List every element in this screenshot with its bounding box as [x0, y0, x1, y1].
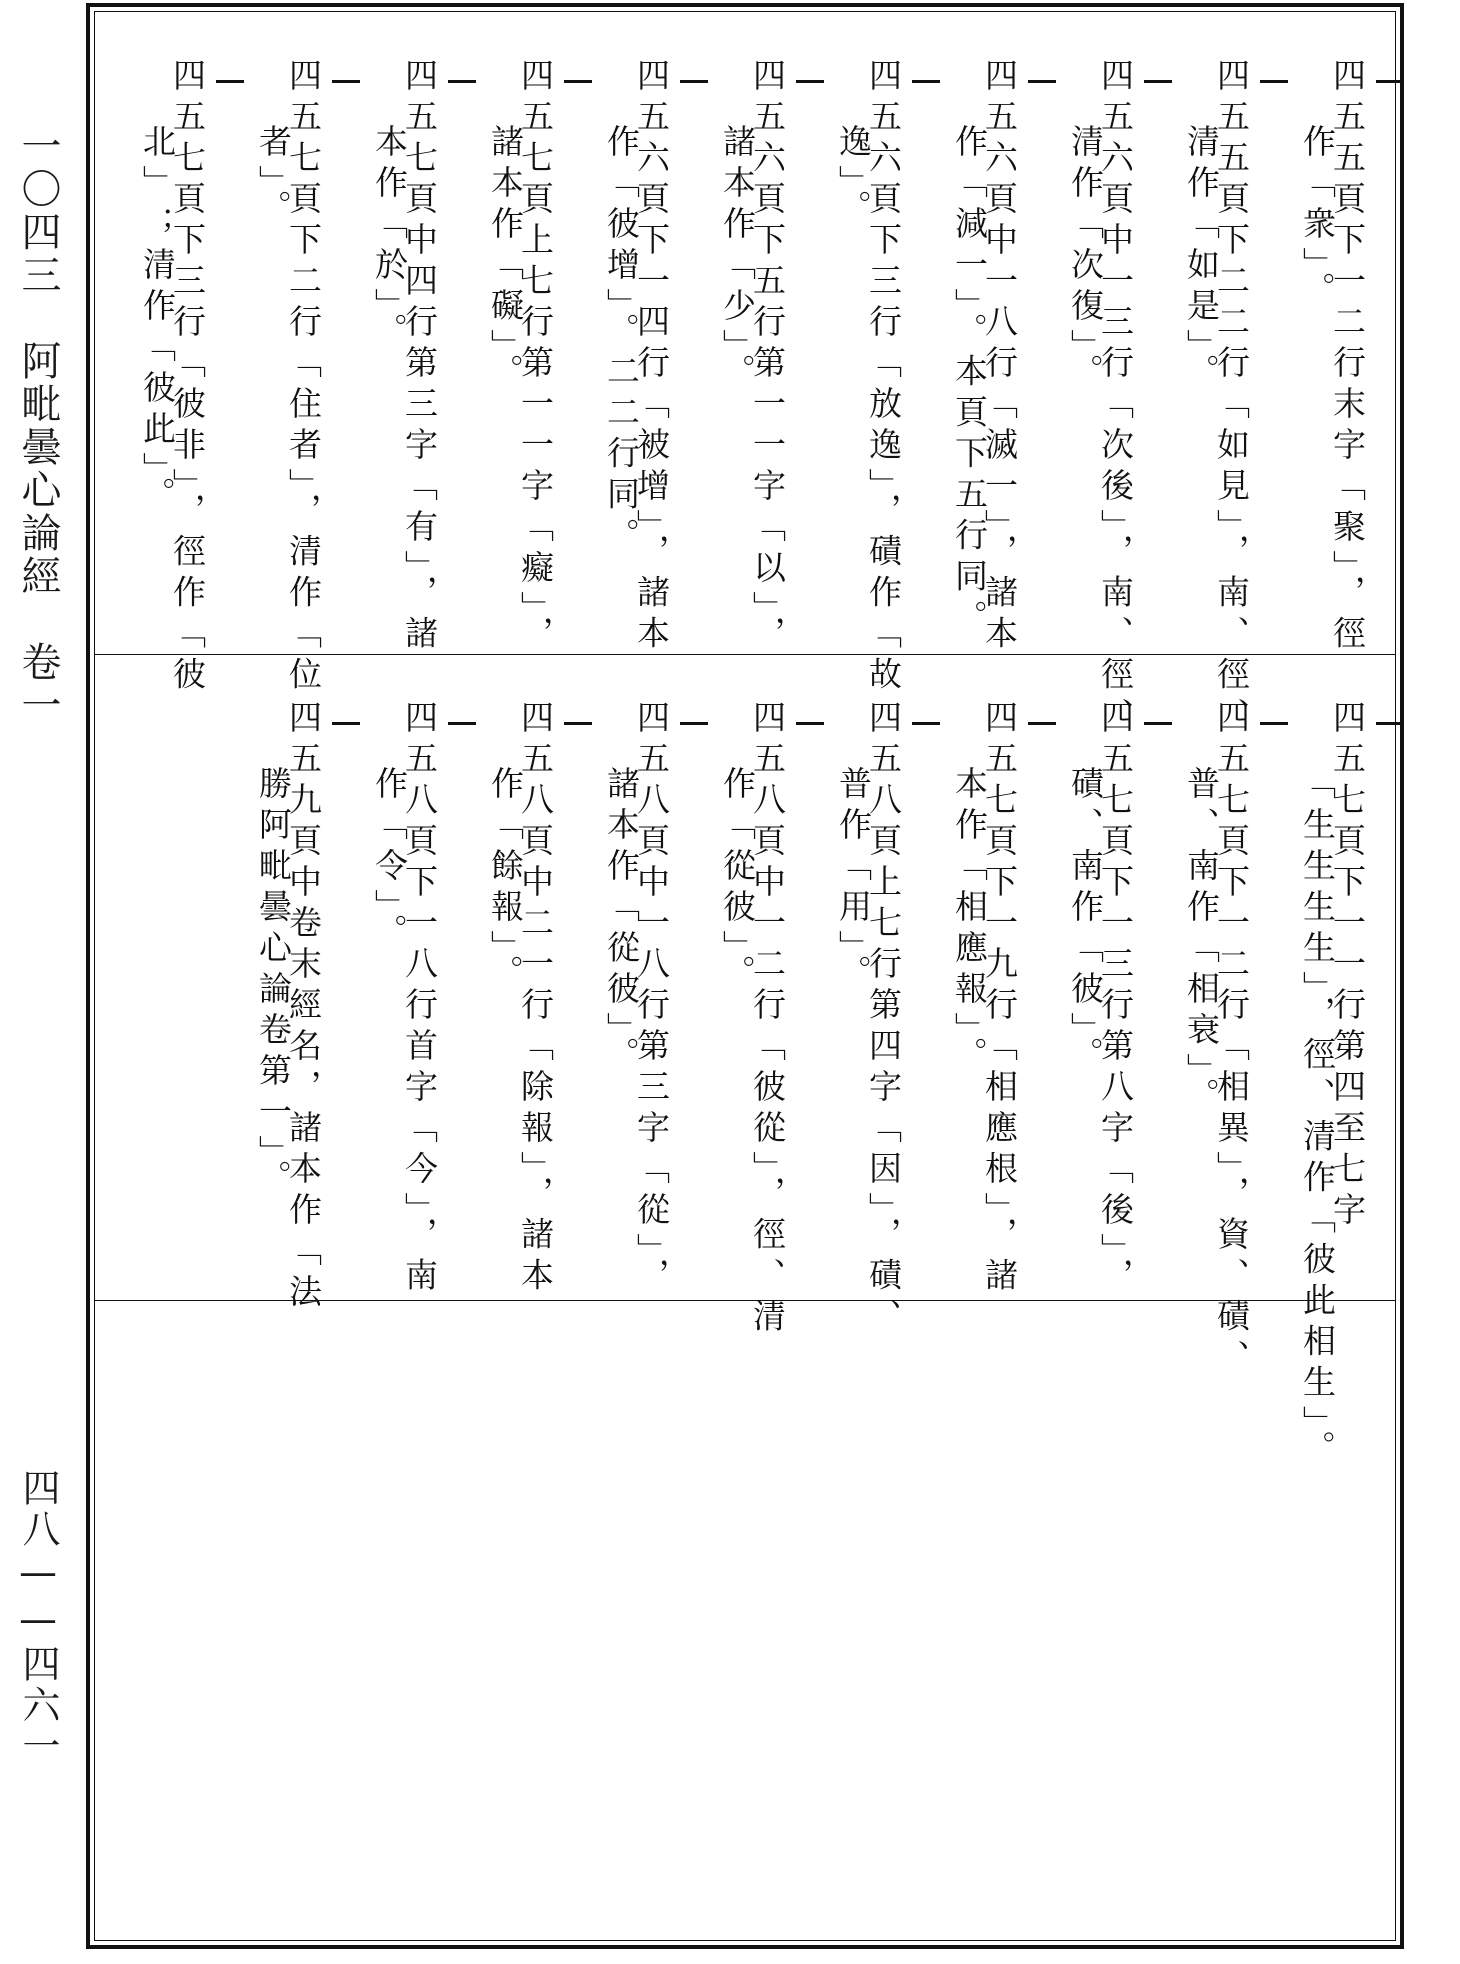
entry-marker — [680, 700, 708, 766]
entry-marker — [564, 58, 592, 124]
entry-text: 四五六頁下一四行「被增」，諸本 — [632, 58, 671, 657]
entry-marker — [912, 58, 940, 124]
text-column: 清作「次復」。 — [1066, 124, 1105, 395]
text-column — [980, 700, 1056, 1299]
entry-marker — [564, 700, 592, 766]
entry-marker — [1376, 700, 1404, 766]
entry-text: 四五八頁中一二行「彼從」，徑、清 — [748, 700, 787, 1340]
text-column: 作「從彼」。 — [718, 766, 757, 996]
entry-marker — [1260, 700, 1288, 766]
entry-text: 四五八頁中二一行「除報」，諸本 — [516, 700, 555, 1299]
entry-marker — [1144, 58, 1172, 124]
entry-text: 四五七頁下一九行「相應根」，諸 — [980, 700, 1019, 1299]
text-column — [284, 700, 360, 1315]
text-column: 逸」。 — [834, 124, 873, 231]
text-column: 作「令」。 — [370, 766, 409, 955]
text-column — [748, 58, 824, 657]
entry-marker — [796, 700, 824, 766]
text-column: 北」；清作「彼此」。 — [138, 124, 177, 518]
entry-marker — [332, 700, 360, 766]
entry-text: 四五七頁下一三行第八字「後」， — [1096, 700, 1135, 1299]
entry-text: 四五六頁中一八行「滅一」，諸本 — [980, 58, 1019, 657]
text-column — [1328, 58, 1404, 657]
entry-text: 四五九頁中卷末經名，諸本作「法 — [284, 700, 323, 1315]
text-column: 作「彼增」。二二行同。 — [602, 124, 641, 559]
text-column — [284, 58, 360, 698]
text-column — [168, 58, 244, 698]
margin-book-title: 一〇四三 阿毗曇心論經 卷一 — [15, 125, 61, 727]
entry-marker — [796, 58, 824, 124]
text-column — [748, 700, 824, 1340]
text-column: 勝阿毗曇心論卷第一」。 — [254, 766, 293, 1201]
entry-text: 四五六頁下五行第一一字「以」， — [748, 58, 787, 657]
text-column: 諸本作「礙」。 — [486, 124, 525, 395]
entry-marker — [912, 700, 940, 766]
entry-text: 四五七頁中四行第三字「有」，諸 — [400, 58, 439, 657]
text-column: 作「餘報」。 — [486, 766, 525, 996]
text-column: 清作「如是」。 — [1182, 124, 1221, 395]
entry-marker — [216, 58, 244, 124]
entry-marker — [1028, 58, 1056, 124]
text-column: 者」。 — [254, 124, 293, 231]
entry-marker — [448, 58, 476, 124]
entry-text: 四五六頁中一三行「次後」，南、徑、 — [1096, 58, 1135, 739]
text-column: 作「減一」。本頁下五行同。 — [950, 124, 989, 641]
entry-text: 四五七頁下一一行第四至七字 — [1328, 700, 1367, 1233]
text-column — [632, 700, 708, 1299]
entry-marker — [680, 58, 708, 124]
margin-page-numbers: 四八——四六一 — [16, 1468, 60, 1767]
entry-marker — [1028, 700, 1056, 766]
text-column — [864, 58, 940, 698]
entry-text: 四五八頁下一八行首字「今」，南 — [400, 700, 439, 1299]
entry-text: 四五七頁下二行「住者」，清作「位 — [284, 58, 323, 698]
entry-marker — [332, 58, 360, 124]
text-column — [1212, 700, 1288, 1381]
entry-text: 四五八頁上七行第四字「因」，磧、 — [864, 700, 903, 1340]
text-column — [1096, 700, 1172, 1299]
entry-text: 四五五頁下一二行末字「聚」，徑 — [1328, 58, 1367, 657]
text-column — [516, 700, 592, 1299]
entry-marker — [1376, 58, 1404, 124]
text-column: 諸本作「從彼」。 — [602, 766, 641, 1078]
text-column — [1328, 700, 1404, 1290]
entry-marker — [1144, 700, 1172, 766]
text-column — [632, 58, 708, 657]
text-column — [400, 700, 476, 1299]
text-column: 作「衆」。 — [1298, 124, 1337, 313]
text-column: 諸本作「少」。 — [718, 124, 757, 395]
text-column: 磧、南作「彼」。 — [1066, 766, 1105, 1078]
text-column: 普、南作「相衰」。 — [1182, 766, 1221, 1119]
entry-text: 四五七頁上七行第一一字「癡」， — [516, 58, 555, 657]
text-column: 普作「用」。 — [834, 766, 873, 996]
text-column — [516, 58, 592, 657]
text-column — [400, 58, 476, 657]
text-column: 「生生生生」，徑、清作「彼此相生」。 — [1298, 766, 1337, 1471]
entry-text: 四五八頁中一八行第三字「從」， — [632, 700, 671, 1299]
entry-text: 四五五頁下二二行「如見」，南、徑、 — [1212, 58, 1251, 739]
text-column — [1096, 58, 1172, 739]
text-column: 本作「相應報」。 — [950, 766, 989, 1078]
text-column: 本作「於」。 — [370, 124, 409, 354]
entry-text: 四五七頁下一二行「相異」，資、磧、 — [1212, 700, 1251, 1381]
entry-text: 四五七頁下三行「彼非」，徑作「彼 — [168, 58, 207, 698]
entry-marker — [1260, 58, 1288, 124]
entry-marker — [448, 700, 476, 766]
entry-text: 四五六頁下三行「放逸」，磧作「故 — [864, 58, 903, 698]
text-column — [1212, 58, 1288, 739]
text-column — [980, 58, 1056, 657]
text-column — [864, 700, 940, 1340]
